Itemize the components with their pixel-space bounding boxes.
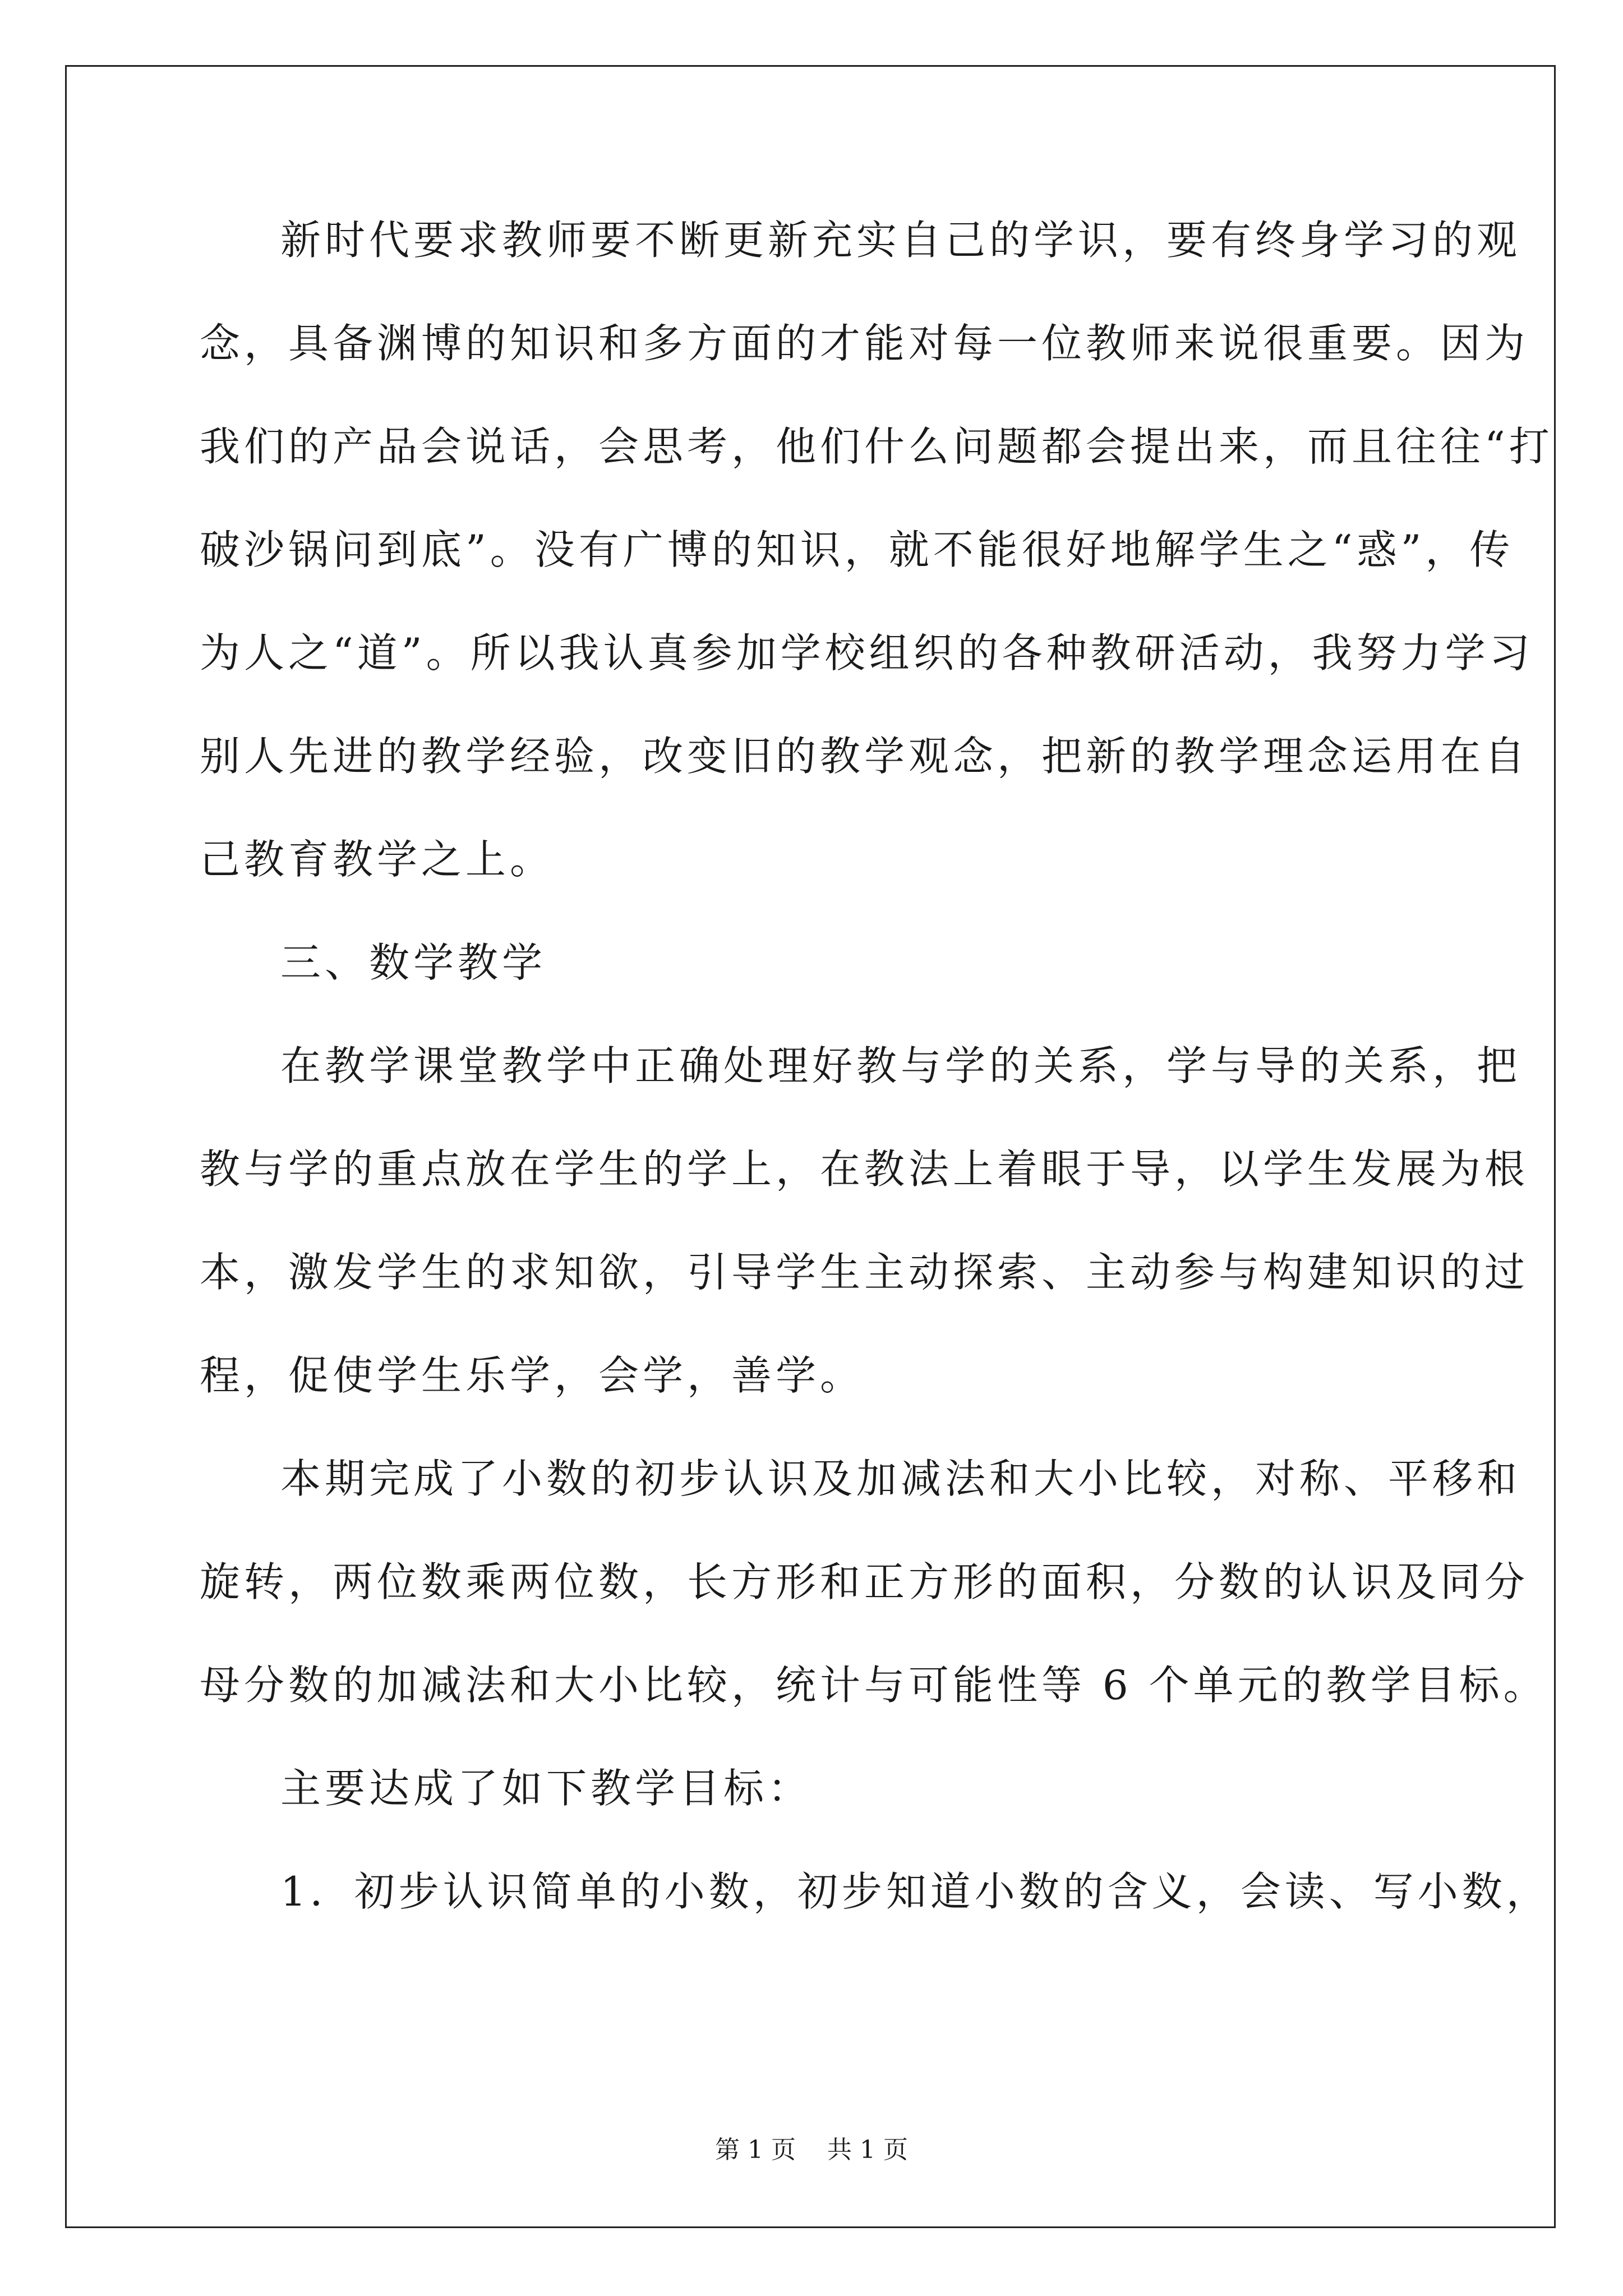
paragraph-line: 本，激发学生的求知欲，引导学生主动探索、主动参与构建知识的过	[200, 1249, 1529, 1296]
paragraph-line: 程，促使学生乐学，会学，善学。	[200, 1352, 865, 1399]
paragraph-line: 别人先进的教学经验，改变旧的教学观念，把新的教学理念运用在自	[200, 733, 1529, 780]
paragraph-line: 主要达成了如下教学目标：	[280, 1765, 813, 1812]
paragraph-line: 在教学课堂教学中正确处理好教与学的关系，学与导的关系，把	[280, 1042, 1521, 1089]
page-number: 第 1 页	[715, 2136, 796, 2164]
page-footer	[0, 2134, 1623, 2166]
paragraph-line: 母分数的加减法和大小比较，统计与可能性等 6 个单元的教学目标。	[200, 1662, 1548, 1709]
section-heading: 三、数学教学	[280, 939, 547, 986]
paragraph-line: 新时代要求教师要不断更新充实自己的学识，要有终身学习的观	[280, 217, 1521, 264]
document-body	[200, 213, 1553, 1968]
paragraph-line: 破沙锅问到底”。没有广博的知识，就不能很好地解学生之“惑”，传	[200, 526, 1514, 573]
paragraph-line: 教与学的重点放在学生的学上，在教法上着眼于导，以学生发展为根	[200, 1145, 1529, 1193]
page-total: 共 1 页	[827, 2136, 908, 2164]
paragraph-line: 为人之“道”。所以我认真参加学校组织的各种教研活动，我努力学习	[200, 629, 1534, 677]
paragraph-line: 我们的产品会说话，会思考，他们什么问题都会提出来，而且往往“打	[200, 423, 1553, 470]
paragraph-line: 己教育教学之上。	[200, 836, 555, 883]
paragraph-line: 念，具备渊博的知识和多方面的才能对每一位教师来说很重要。因为	[200, 320, 1529, 367]
paragraph-line: 本期完成了小数的初步认识及加减法和大小比较，对称、平移和	[280, 1455, 1521, 1502]
paragraph-line: 旋转，两位数乘两位数，长方形和正方形的面积，分数的认识及同分	[200, 1558, 1529, 1605]
list-item: 1．初步认识简单的小数，初步知道小数的含义，会读、写小数，	[280, 1868, 1551, 1915]
